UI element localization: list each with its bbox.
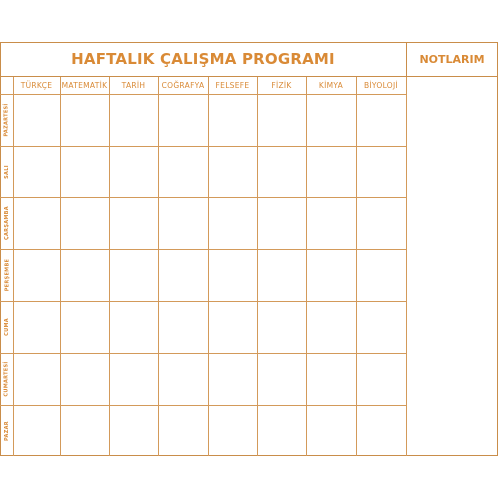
day-label [1,146,13,197]
grid-column-line [306,77,307,456]
day-label-text: PERŞEMBE [4,258,10,292]
subject-header: BİYOLOJİ [363,81,399,90]
day-label [1,197,13,249]
notes-column[interactable] [406,42,498,456]
day-label [1,301,13,353]
page-title: HAFTALIK ÇALIŞMA PROGRAMI [0,42,406,77]
day-label-text: CUMA [4,318,10,336]
grid-column-line [257,77,258,456]
subject-header: FELSEFE [215,81,250,90]
subject-header: KİMYA [318,81,344,90]
day-label [1,405,13,456]
day-label-text: CUMARTESİ [4,361,11,397]
grid-row-line [0,405,406,406]
day-label [1,353,13,405]
grid-column-line [406,77,407,456]
grid-row-line [0,146,406,147]
subject-header: FİZİK [271,81,292,90]
grid-row-line [0,249,406,250]
notes-title: NOTLARIM [406,42,498,77]
grid-column-line [158,77,159,456]
day-label [1,94,13,146]
grid-row-line [0,197,406,198]
grid-row-line [0,301,406,302]
grid-row-line [0,353,406,354]
subject-header: COĞRAFYA [161,81,205,90]
grid-column-line [109,77,110,456]
grid-column-line [60,77,61,456]
grid-row-line [0,94,406,95]
subject-header: TÜRKÇE [20,81,53,90]
subject-header: TARİH [121,81,146,90]
grid-column-line [356,77,357,456]
subject-header: MATEMATİK [61,81,108,90]
day-label-text: PAZAR [4,420,11,441]
day-label-text: PAZARTESİ [4,103,10,137]
grid-column-line [13,77,14,456]
day-label [1,249,13,301]
day-label-text: SALI [4,164,10,179]
grid-column-line [208,77,209,456]
day-label-text: ÇARŞAMBA [4,206,11,240]
